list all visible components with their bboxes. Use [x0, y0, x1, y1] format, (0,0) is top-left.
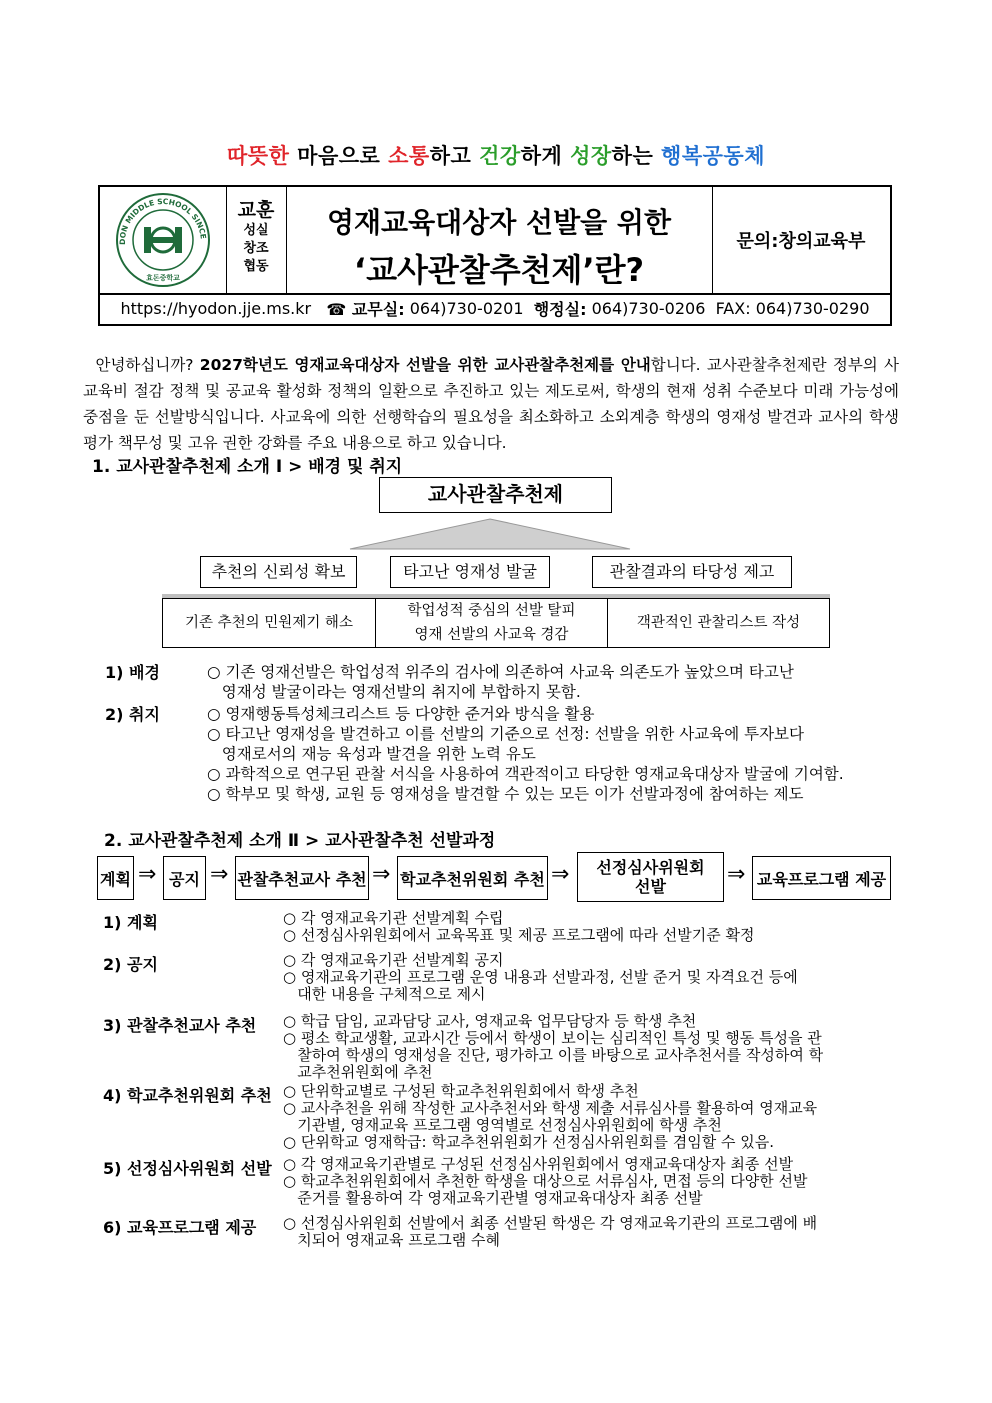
fax-number: 064)730-0290: [755, 299, 870, 318]
detail-line: 교추천위원회에 추천: [283, 1063, 433, 1081]
detail-label: 4) 학교추천위원회 추천: [103, 1086, 272, 1105]
slogan-part: 하는: [611, 144, 662, 168]
detail-label: 5) 선정심사위원회 선발: [103, 1159, 272, 1178]
slogan-part: 하고: [429, 144, 480, 168]
step-teacher-recommend: 관찰추천교사 추천: [235, 856, 369, 900]
detail-line: ○ 학급 담임, 교과담당 교사, 영재교육 업무담당자 등 학생 추천: [283, 1012, 697, 1030]
detail-line: 기관별, 영재교육 프로그램 영역별로 선정심사위원회에 학생 추천: [283, 1116, 722, 1134]
arrow-icon: ⇒: [551, 862, 570, 887]
item-line: ○ 영재행동특성체크리스트 등 다양한 준거와 방식을 활용: [207, 705, 595, 723]
detail-label: 3) 관찰추천교사 추천: [103, 1016, 257, 1035]
item-line: ○ 타고난 영재성을 발견하고 이를 선발의 기준으로 선정: 선발을 위한 사교육에 투자보다: [207, 725, 805, 743]
phone-label: ☎ 교무실:: [326, 300, 405, 319]
slogan-part: 마음으로: [289, 144, 389, 168]
detail-line: ○ 단위학교별로 구성된 학교추천위원회에서 학생 추천: [283, 1082, 639, 1100]
step-notice: 공지: [163, 856, 206, 900]
base-item-3: 객관적인 관찰리스트 작성: [607, 598, 830, 648]
arrow-icon: ⇒: [210, 862, 229, 887]
diagram-roof: [340, 515, 640, 555]
arrow-icon: ⇒: [372, 862, 391, 887]
arrow-icon: ⇒: [727, 862, 746, 887]
detail-line: ○ 선정심사위원회 선발에서 최종 선발된 학생은 각 영재교육기관의 프로그램에 배: [283, 1214, 818, 1232]
item-line: ○ 과학적으로 연구된 관찰 서식을 사용하여 객관적이고 타당한 영재교육대상자 발굴에 기여함.: [207, 765, 844, 783]
section1-heading: 1. 교사관찰추천제 소개 Ⅰ > 배경 및 취지: [92, 457, 403, 477]
header-box: [98, 185, 892, 326]
pillar-2: 타고난 영재성 발굴: [390, 556, 550, 588]
school-logo: [100, 187, 227, 293]
motto-item: 성실: [243, 223, 269, 238]
motto-item: 협동: [243, 259, 269, 274]
item-label: 1) 배경: [105, 663, 160, 682]
step-plan: 계획: [97, 856, 134, 900]
motto-title: 교훈: [237, 199, 275, 221]
detail-label: 1) 계획: [103, 913, 158, 932]
slogan: [0, 140, 992, 170]
intro-bold: 2027학년도 영재교육대상자 선발을 위한 교사관찰추천제를 안내: [199, 356, 651, 374]
section2-heading: 2. 교사관찰추천제 소개 Ⅱ > 교사관찰추천 선발과정: [104, 831, 496, 851]
slogan-part: 행복공동체: [661, 144, 765, 168]
step-selection-committee: 선정심사위원회 선발: [577, 852, 724, 902]
svg-text:효돈중학교: 효돈중학교: [146, 274, 180, 282]
base-item-1: 기존 추천의 민원제기 해소: [162, 598, 376, 648]
item-line: ○ 기존 영재선발은 학업성적 위주의 검사에 의존하여 사교육 의존도가 높았으며 타고난: [207, 663, 794, 681]
item-line: 영재로서의 재능 육성과 발견을 위한 노력 유도: [207, 745, 536, 763]
title-line-2: ‘교사관찰추천제’란?: [353, 251, 645, 289]
detail-line: 찰하여 학생의 영재성을 진단, 평가하고 이를 바탕으로 교사추천서를 작성하여 학: [283, 1046, 824, 1064]
step-education-program: 교육프로그램 제공: [752, 856, 891, 900]
base-item-2: 학업성적 중심의 선발 탈피 영재 선발의 사교육 경감: [375, 598, 608, 648]
slogan-part: 성장: [570, 144, 612, 168]
document-title: [286, 187, 713, 293]
arrow-icon: ⇒: [138, 862, 157, 887]
detail-line: ○ 각 영재교육기관 선발계획 공지: [283, 951, 504, 969]
item-label: 2) 취지: [105, 705, 160, 724]
pillar-3: 관찰결과의 타당성 제고: [592, 556, 792, 588]
pillar-1: 추천의 신뢰성 확보: [200, 556, 357, 588]
slogan-part: 소통: [388, 144, 430, 168]
school-motto: [226, 187, 287, 293]
detail-label: 6) 교육프로그램 제공: [103, 1218, 257, 1237]
detail-line: 대한 내용을 구체적으로 제시: [283, 985, 486, 1003]
admin-number: 064)730-0206: [591, 299, 706, 318]
intro-paragraph: 안녕하십니까? 2027학년도 영재교육대상자 선발을 위한 교사관찰추천제를 안내합니다. 교사관찰추천제란 정부의 사교육비 절감 정책 및 공교육 활성화 정책의 일환으로 추진하고 있는 제도로써, 학생의 현재 성취 수준보다 미래 가능성에 중점을 둔 선발방식입니다. 사교육에 의한 선행학습의 필요성을 최소화하고 소외계층 학생의 영재성 발견과 교사의 학생 평가 책무성 및 고유 권한 강화를 주요 내용으로 하고 있습니다.: [83, 356, 899, 452]
detail-line: ○ 평소 학교생활, 교과시간 등에서 학생이 보이는 심리적인 특성 및 행동 특성을 관: [283, 1029, 822, 1047]
detail-line: 준거를 활용하여 각 영재교육기관별 영재교육대상자 최종 선발: [283, 1189, 703, 1207]
school-url[interactable]: https://hyodon.jje.ms.kr: [120, 299, 312, 318]
motto-item: 창조: [243, 241, 269, 256]
svg-text:HYODON MIDDLE SCHOOL SINCE 195: DON MIDDLE SCHOOL SINCE: [117, 196, 208, 245]
detail-line: ○ 단위학교 영재학급: 학교추천위원회가 선정심사위원회를 겸임할 수 있음.: [283, 1133, 774, 1151]
school-seal-icon: [100, 187, 226, 293]
phone-number: 064)730-0201: [409, 299, 524, 318]
admin-label: 행정실:: [533, 300, 587, 319]
step-school-committee: 학교추천위원회 추천: [397, 856, 548, 900]
detail-line: 치되어 영재교육 프로그램 수혜: [283, 1231, 500, 1249]
contact-info: [100, 293, 890, 324]
diagram-top: 교사관찰추천제: [379, 477, 612, 513]
detail-line: ○ 선정심사위원회에서 교육목표 및 제공 프로그램에 따라 선발기준 확정: [283, 926, 755, 944]
item-line: 영재성 발굴이라는 영재선발의 취지에 부합하지 못함.: [207, 683, 581, 701]
detail-line: ○ 학교추천위원회에서 추천한 학생을 대상으로 서류심사, 면접 등의 다양한 선발: [283, 1172, 808, 1190]
contact-department: 문의:창의교육부: [736, 231, 866, 252]
detail-line: ○ 각 영재교육기관별로 구성된 선정심사위원회에서 영재교육대상자 최종 선발: [283, 1155, 794, 1173]
detail-line: ○ 교사추천을 위해 작성한 교사추천서와 학생 제출 서류심사를 활용하여 영재교육: [283, 1099, 818, 1117]
detail-line: ○ 영재교육기관의 프로그램 운영 내용과 선발과정, 선발 준거 및 자격요건 등에: [283, 968, 798, 986]
detail-label: 2) 공지: [103, 955, 158, 974]
slogan-part: 따뜻한: [227, 144, 290, 168]
slogan-part: 하게: [520, 144, 571, 168]
title-line-1: 영재교육대상자 선발을 위한: [326, 206, 672, 239]
fax-label: FAX:: [715, 299, 751, 318]
item-line: ○ 학부모 및 학생, 교원 등 영재성을 발견할 수 있는 모든 이가 선발과정에 참여하는 제도: [207, 785, 804, 803]
detail-line: ○ 각 영재교육기관 선발계획 수립: [283, 909, 504, 927]
slogan-part: 건강: [479, 144, 521, 168]
